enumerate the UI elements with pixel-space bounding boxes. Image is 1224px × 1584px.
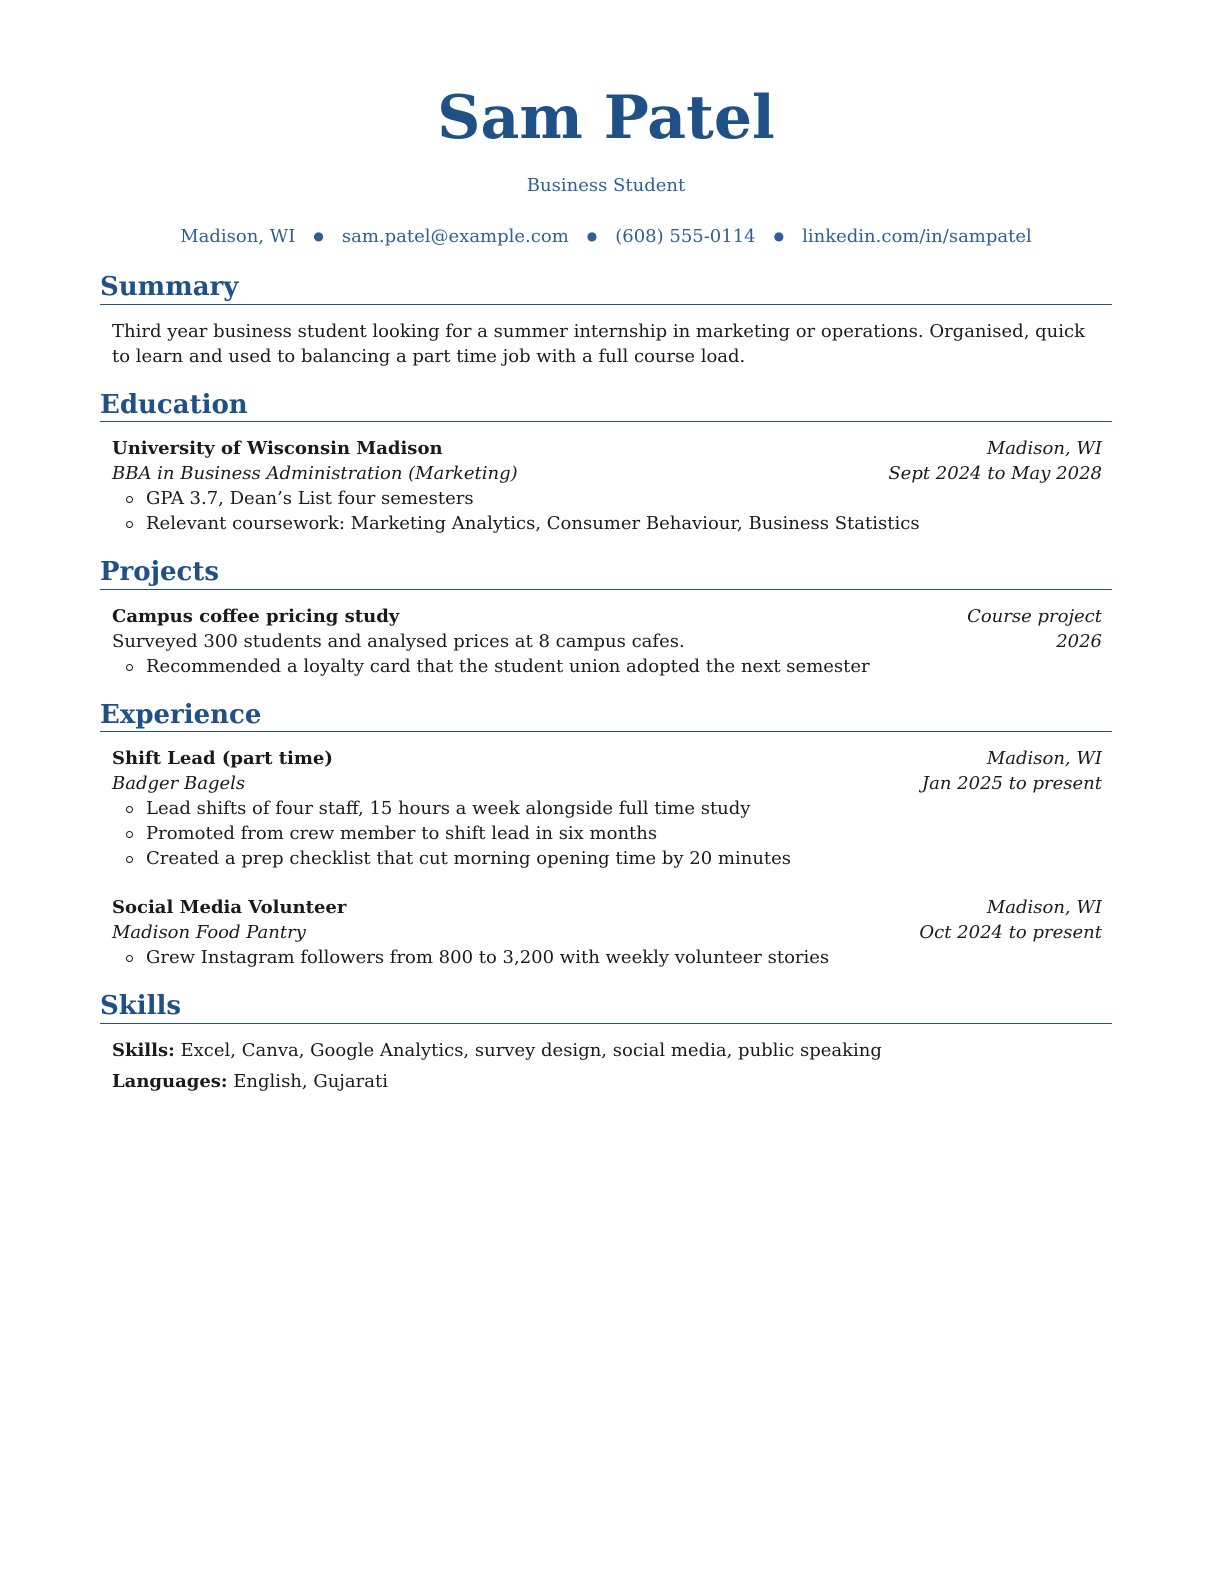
experience-bullets <box>112 796 1102 871</box>
list-item: Recommended a loyalty card that the student union adopted the next semester <box>124 654 1102 679</box>
experience-entry <box>112 746 1102 871</box>
contact-location: Madison, WI <box>180 226 296 247</box>
job-dates: Oct 2024 to present <box>919 922 1102 944</box>
experience-bullets <box>112 945 1102 970</box>
candidate-subtitle: Business Student <box>526 175 686 196</box>
job-location: Madison, WI <box>986 897 1102 919</box>
summary-section <box>100 273 1112 369</box>
skills-line <box>112 1038 1102 1063</box>
job-role: Social Media Volunteer <box>112 897 347 919</box>
contact-phone[interactable]: (608) 555-0114 <box>615 226 756 247</box>
section-title-skills: Skills <box>100 992 1112 1024</box>
list-item: Created a prep checklist that cut morning opening time by 20 minutes <box>124 846 1102 871</box>
skills-label: Skills: <box>112 1039 175 1061</box>
project-year: 2026 <box>1056 630 1102 652</box>
section-title-summary: Summary <box>100 273 1112 305</box>
degree: BBA in Business Administration (Marketing) <box>112 463 518 485</box>
contact-line <box>100 226 1112 247</box>
list-item: Promoted from crew member to shift lead in six months <box>124 821 1102 846</box>
section-title-experience: Experience <box>100 701 1112 733</box>
list-item: Grew Instagram followers from 800 to 3,200 with weekly volunteer stories <box>124 945 1102 970</box>
experience-entry <box>112 895 1102 970</box>
section-title-education: Education <box>100 391 1112 423</box>
languages-line <box>112 1069 1102 1094</box>
skills-section <box>100 992 1112 1094</box>
project-type: Course project <box>967 605 1102 627</box>
languages-value: English, Gujarati <box>233 1070 388 1092</box>
school-location: Madison, WI <box>986 438 1102 460</box>
project-description: Surveyed 300 students and analysed prices at 8 campus cafes. <box>112 630 685 652</box>
contact-linkedin[interactable]: linkedin.com/in/sampatel <box>802 226 1032 247</box>
separator-dot: ● <box>773 229 785 243</box>
education-section <box>100 391 1112 537</box>
project-entry <box>112 604 1102 679</box>
list-item: Lead shifts of four staff, 15 hours a week alongside full time study <box>124 796 1102 821</box>
project-name: Campus coffee pricing study <box>112 605 400 627</box>
separator-dot: ● <box>313 229 324 243</box>
list-item: GPA 3.7, Dean’s List four semesters <box>124 486 1102 511</box>
summary-text: Third year business student looking for a summer internship in marketing or operations. Organised, quick to learn and used to balancing a part time job with a full course load. <box>112 320 1085 367</box>
school-name: University of Wisconsin Madison <box>112 438 443 460</box>
experience-section <box>100 701 1112 971</box>
education-entry <box>112 436 1102 536</box>
education-dates: Sept 2024 to May 2028 <box>888 463 1102 485</box>
job-location: Madison, WI <box>986 748 1102 770</box>
job-role: Shift Lead (part time) <box>112 748 333 770</box>
separator-dot: ● <box>586 229 598 243</box>
section-title-projects: Projects <box>100 558 1112 590</box>
project-bullets <box>112 654 1102 679</box>
list-item: Relevant coursework: Marketing Analytics, Consumer Behaviour, Business Statistics <box>124 511 1102 536</box>
projects-section <box>100 558 1112 679</box>
company-name: Badger Bagels <box>112 773 246 795</box>
skills-value: Excel, Canva, Google Analytics, survey design, social media, public speaking <box>180 1039 882 1061</box>
company-name: Madison Food Pantry <box>112 922 306 944</box>
candidate-name: Sam Patel <box>437 83 775 153</box>
languages-label: Languages: <box>112 1070 228 1092</box>
job-dates: Jan 2025 to present <box>921 773 1102 795</box>
education-bullets <box>112 486 1102 536</box>
contact-email[interactable]: sam.patel@example.com <box>341 226 569 247</box>
